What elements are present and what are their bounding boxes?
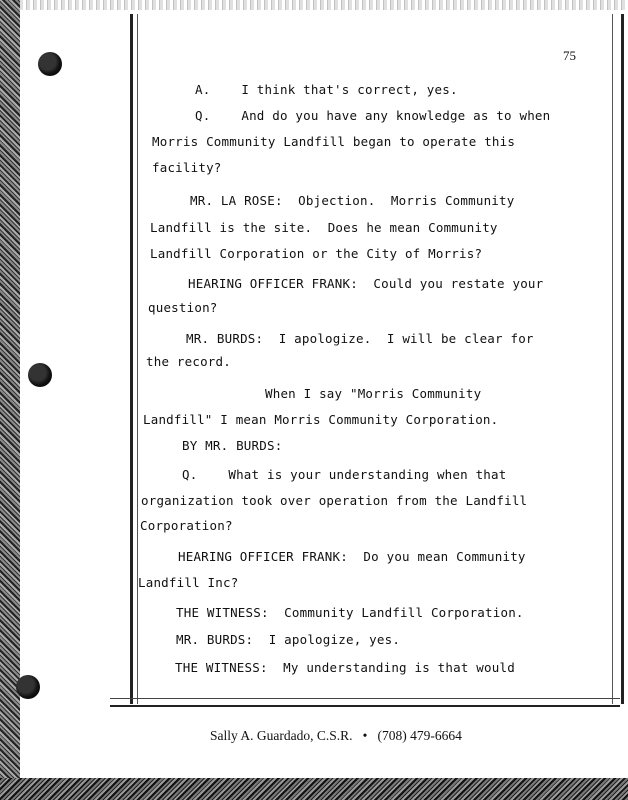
scan-edge-top [20, 0, 628, 10]
transcript-line: THE WITNESS: My understanding is that would [175, 660, 515, 675]
page-number: 75 [563, 48, 576, 63]
reporter-footer: Sally A. Guardado, C.S.R. • (708) 479-6664 [210, 728, 462, 743]
transcript-line: organization took over operation from the Landfill [141, 493, 528, 508]
transcript-line: the record. [146, 354, 231, 369]
transcript-line: HEARING OFFICER FRANK: Could you restate your [188, 276, 544, 291]
transcript-line: THE WITNESS: Community Landfill Corporation. [176, 605, 524, 620]
transcript-line: HEARING OFFICER FRANK: Do you mean Community [178, 549, 526, 564]
transcript-line: MR. LA ROSE: Objection. Morris Community [190, 193, 515, 208]
transcript-line: Landfill" I mean Morris Community Corporation. [143, 412, 499, 427]
transcript-line: Corporation? [140, 518, 233, 533]
transcript-line: MR. BURDS: I apologize, yes. [176, 632, 401, 647]
transcript-line: BY MR. BURDS: [182, 438, 283, 453]
scan-edge-bottom [0, 778, 628, 800]
punch-hole-bottom [16, 675, 40, 699]
transcript-line: Landfill is the site. Does he mean Community [150, 220, 498, 235]
transcript-line: Morris Community Landfill began to operate this [152, 134, 516, 149]
page-border-bottom [110, 698, 620, 707]
transcript-line: question? [148, 300, 218, 315]
transcript-line: A. I think that's correct, yes. [195, 82, 458, 97]
transcript-line: Q. What is your understanding when that [182, 467, 507, 482]
transcript-line: MR. BURDS: I apologize. I will be clear for [186, 331, 534, 346]
transcript-line: Landfill Corporation or the City of Morris? [150, 246, 483, 261]
transcript-line: When I say "Morris Community [265, 386, 482, 401]
punch-hole-top [38, 52, 62, 76]
transcript-line: Q. And do you have any knowledge as to when [195, 108, 551, 123]
transcript-line: facility? [152, 160, 222, 175]
punch-hole-middle [28, 363, 52, 387]
transcript-line: Landfill Inc? [138, 575, 239, 590]
